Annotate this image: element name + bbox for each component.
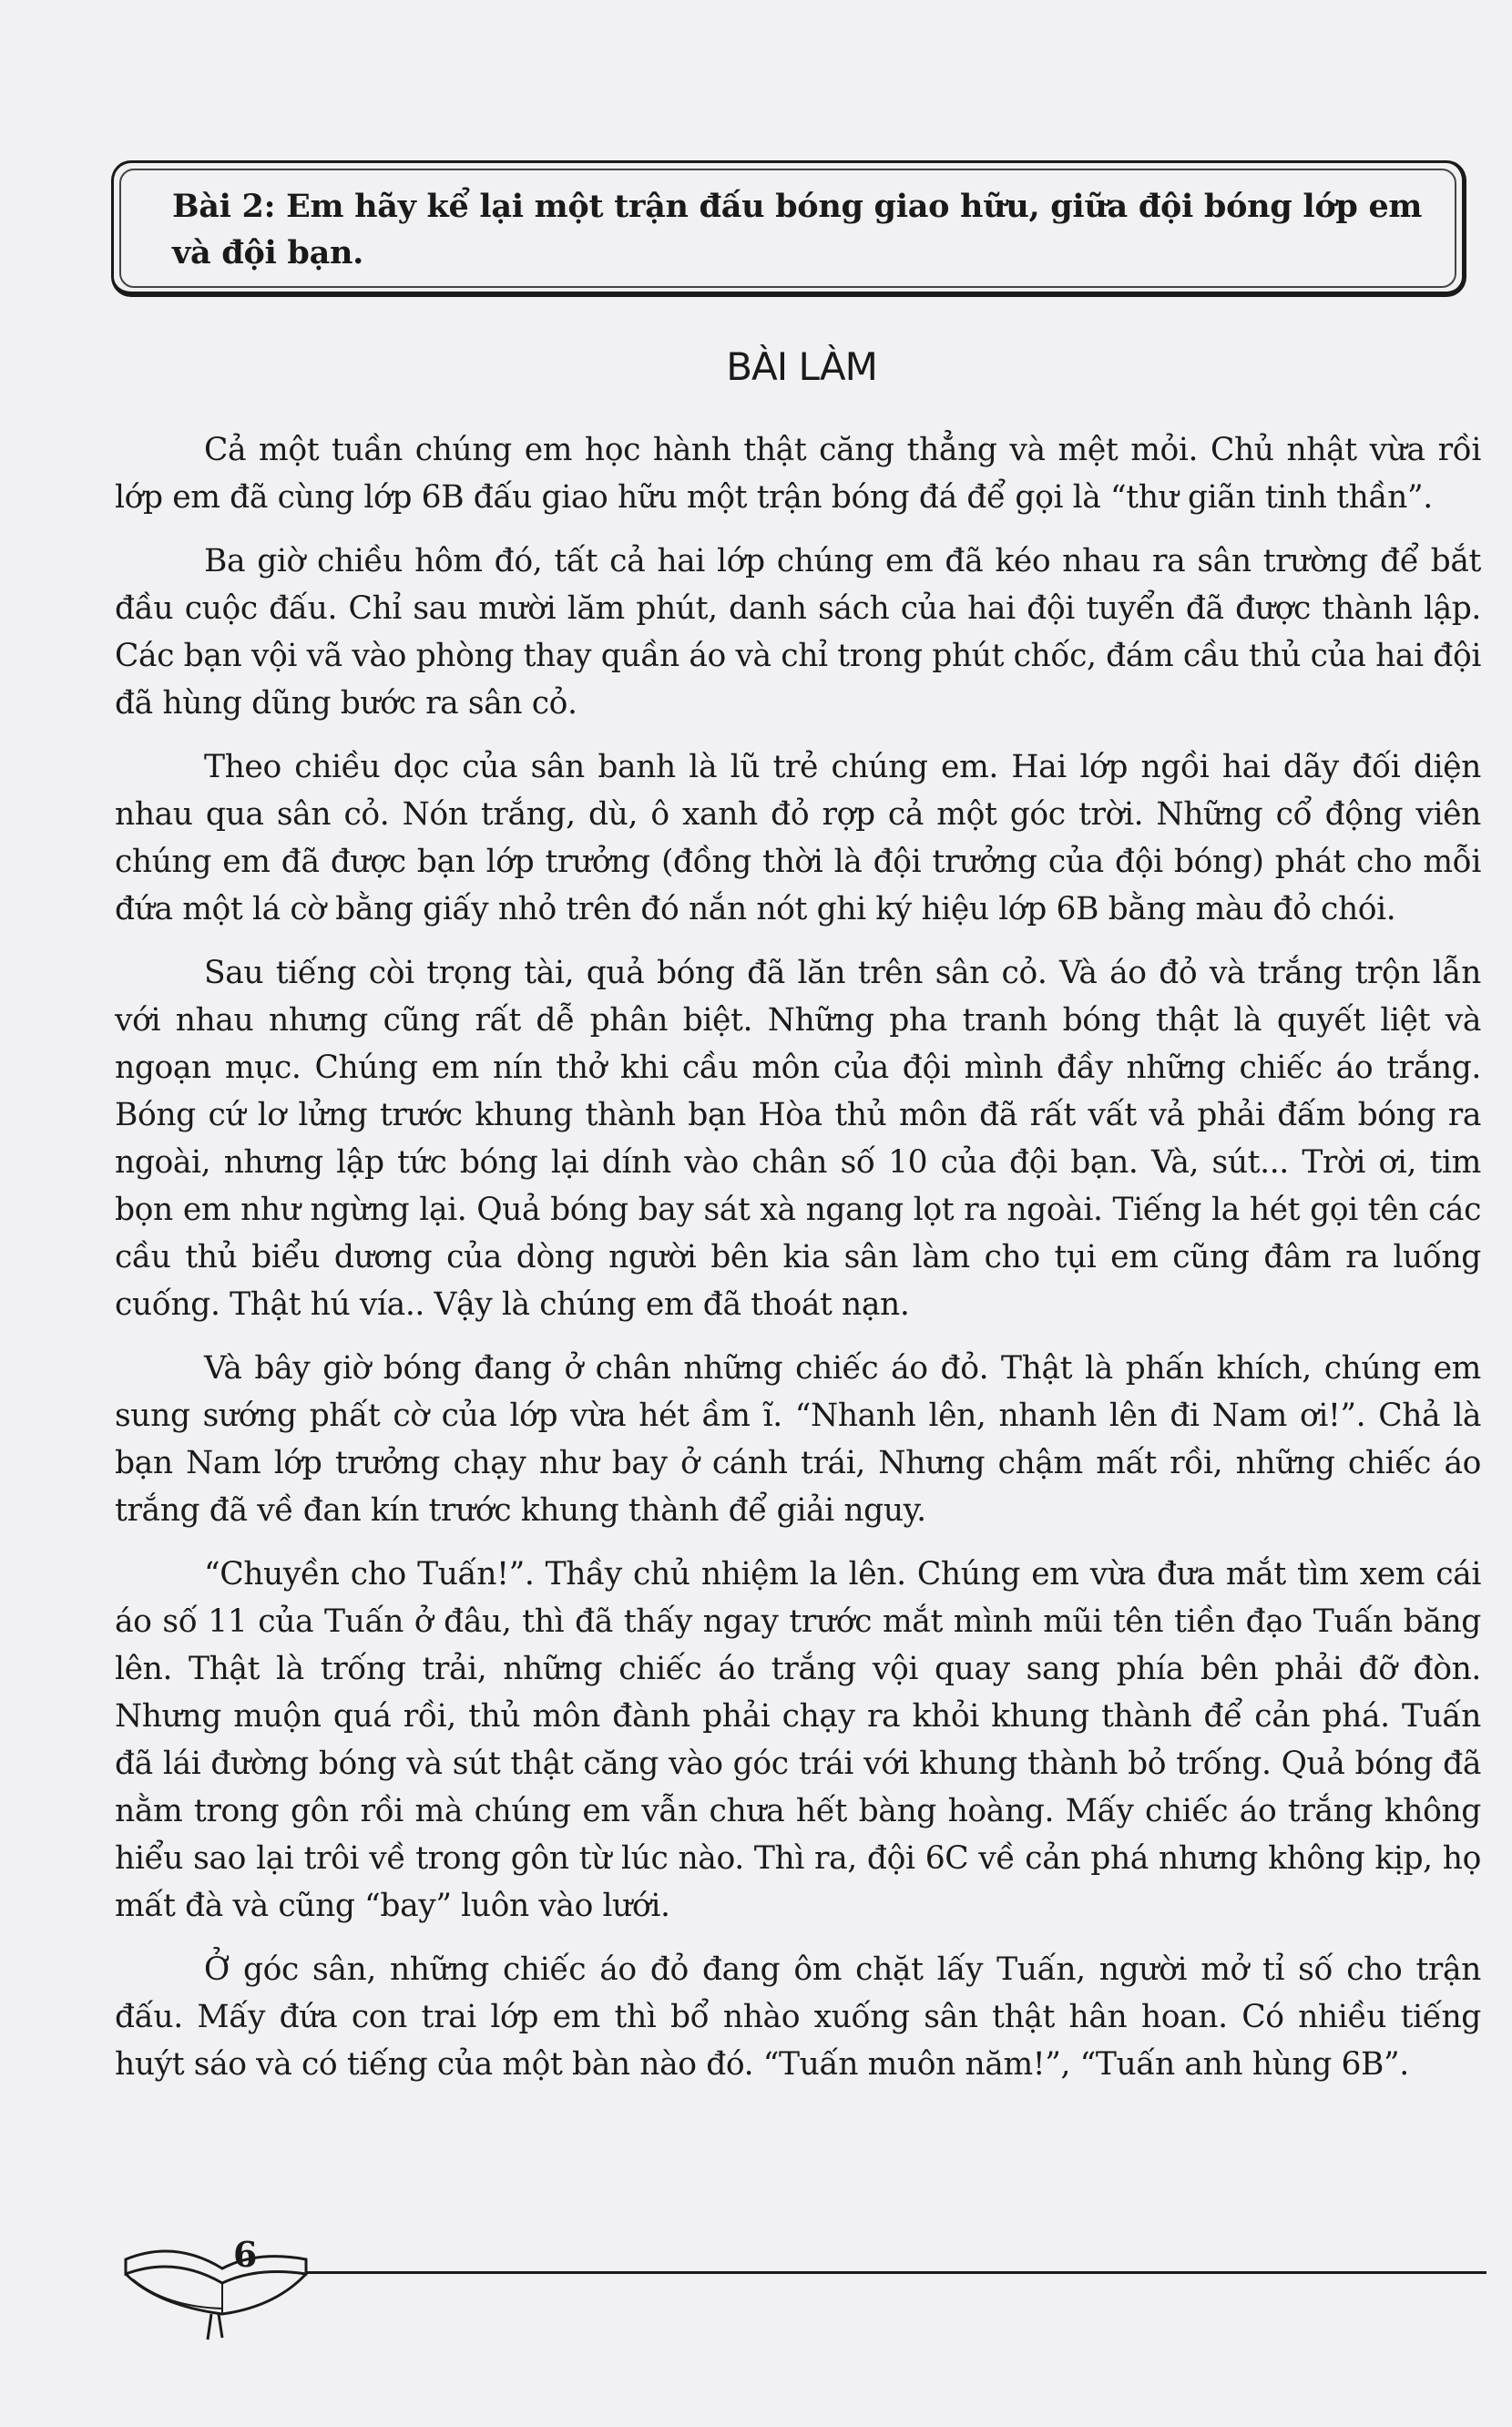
section-heading: BÀI LÀM	[726, 344, 877, 389]
paragraph: Sau tiếng còi trọng tài, quả bóng đã lăn trên sân cỏ. Và áo đỏ và trắng trộn lẫn với nhau nhưng cũng rất dễ phân biệt. Những pha tranh bóng thật là quyết liệt và ngoạn mục. Chúng em nín thở khi cầu môn của đội mình đầy những chiếc áo trắng. Bóng cứ lơ lửng trước khung thành bạn Hòa thủ môn đã rất vất vả phải đấm bóng ra ngoài, nhưng lập tức bóng lại dính vào chân số 10 của đội bạn. Và, sút... Trời ơi, tim bọn em như ngừng lại. Quả bóng bay sát xà ngang lọt ra ngoài. Tiếng la hét gọi tên các cầu thủ biểu dương của dòng người bên kia sân làm cho tụi em cũng đâm ra luống cuống. Thật hú vía.. Vậy là chúng em đã thoát nạn.	[115, 955, 1481, 1323]
page-number: 6	[233, 2234, 258, 2275]
task-box	[111, 160, 1466, 297]
paragraph: Ba giờ chiều hôm đó, tất cả hai lớp chúng em đã kéo nhau ra sân trường để bắt đầu cuộc đấu. Chỉ sau mười lăm phút, danh sách của hai đội tuyển đã được thành lập. Các bạn vội vã vào phòng thay quần áo và chỉ trong phút chốc, đám cầu thủ của hai đội đã hùng dũng bước ra sân cỏ.	[115, 543, 1481, 722]
paragraph: Cả một tuần chúng em học hành thật căng thẳng và mệt mỏi. Chủ nhật vừa rồi lớp em đã cùng lớp 6B đấu giao hữu một trận bóng đá để gọi là “thư giãn tinh thần”.	[115, 432, 1481, 516]
paragraph: “Chuyền cho Tuấn!”. Thầy chủ nhiệm la lên. Chúng em vừa đưa mắt tìm xem cái áo số 11 của Tuấn ở đâu, thì đã thấy ngay trước mắt mình mũi tên tiền đạo Tuấn băng lên. Thật là trống trải, những chiếc áo trắng vội quay sang phía bên phải đỡ đòn. Nhưng muộn quá rồi, thủ môn đành phải chạy ra khỏi khung thành để cản phá. Tuấn đã lái đường bóng và sút thật căng vào góc trái với khung thành bỏ trống. Quả bóng đã nằm trong gôn rồi mà chúng em vẫn chưa hết bàng hoàng. Mấy chiếc áo trắng không hiểu sao lại trôi về trong gôn từ lúc nào. Thì ra, đội 6C về cản phá nhưng không kịp, họ mất đà và cũng “bay” luôn vào lưới.	[115, 1556, 1481, 1924]
task-title: Bài 2: Em hãy kể lại một trận đấu bóng giao hữu, giữa đội bóng lớp em và đội bạn.	[172, 188, 1423, 271]
paragraph: Theo chiều dọc của sân banh là lũ trẻ chúng em. Hai lớp ngồi hai dãy đối diện nhau qua sân cỏ. Nón trắng, dù, ô xanh đỏ rợp cả một góc trời. Những cổ động viên chúng em đã được bạn lớp trưởng (đồng thời là đội trưởng của đội bóng) phát cho mỗi đứa một lá cờ bằng giấy nhỏ trên đó nắn nót ghi ký hiệu lớp 6B bằng màu đỏ chói.	[115, 749, 1481, 927]
footer-divider	[306, 2271, 1486, 2274]
open-book-icon	[120, 2223, 321, 2341]
essay-body	[115, 426, 1481, 2104]
paragraph: Ở góc sân, những chiếc áo đỏ đang ôm chặt lấy Tuấn, người mở tỉ số cho trận đấu. Mấy đứa con trai lớp em thì bổ nhào xuống sân thật hân hoan. Có nhiều tiếng huýt sáo và có tiếng của một bàn nào đó. “Tuấn muôn năm!”, “Tuấn anh hùng 6B”.	[115, 1951, 1481, 2083]
paragraph: Và bây giờ bóng đang ở chân những chiếc áo đỏ. Thật là phấn khích, chúng em sung sướng phất cờ của lớp vừa hét ầm ĩ. “Nhanh lên, nhanh lên đi Nam ơi!”. Chả là bạn Nam lớp trưởng chạy như bay ở cánh trái, Nhưng chậm mất rồi, những chiếc áo trắng đã về đan kín trước khung thành để giải nguy.	[115, 1350, 1481, 1529]
